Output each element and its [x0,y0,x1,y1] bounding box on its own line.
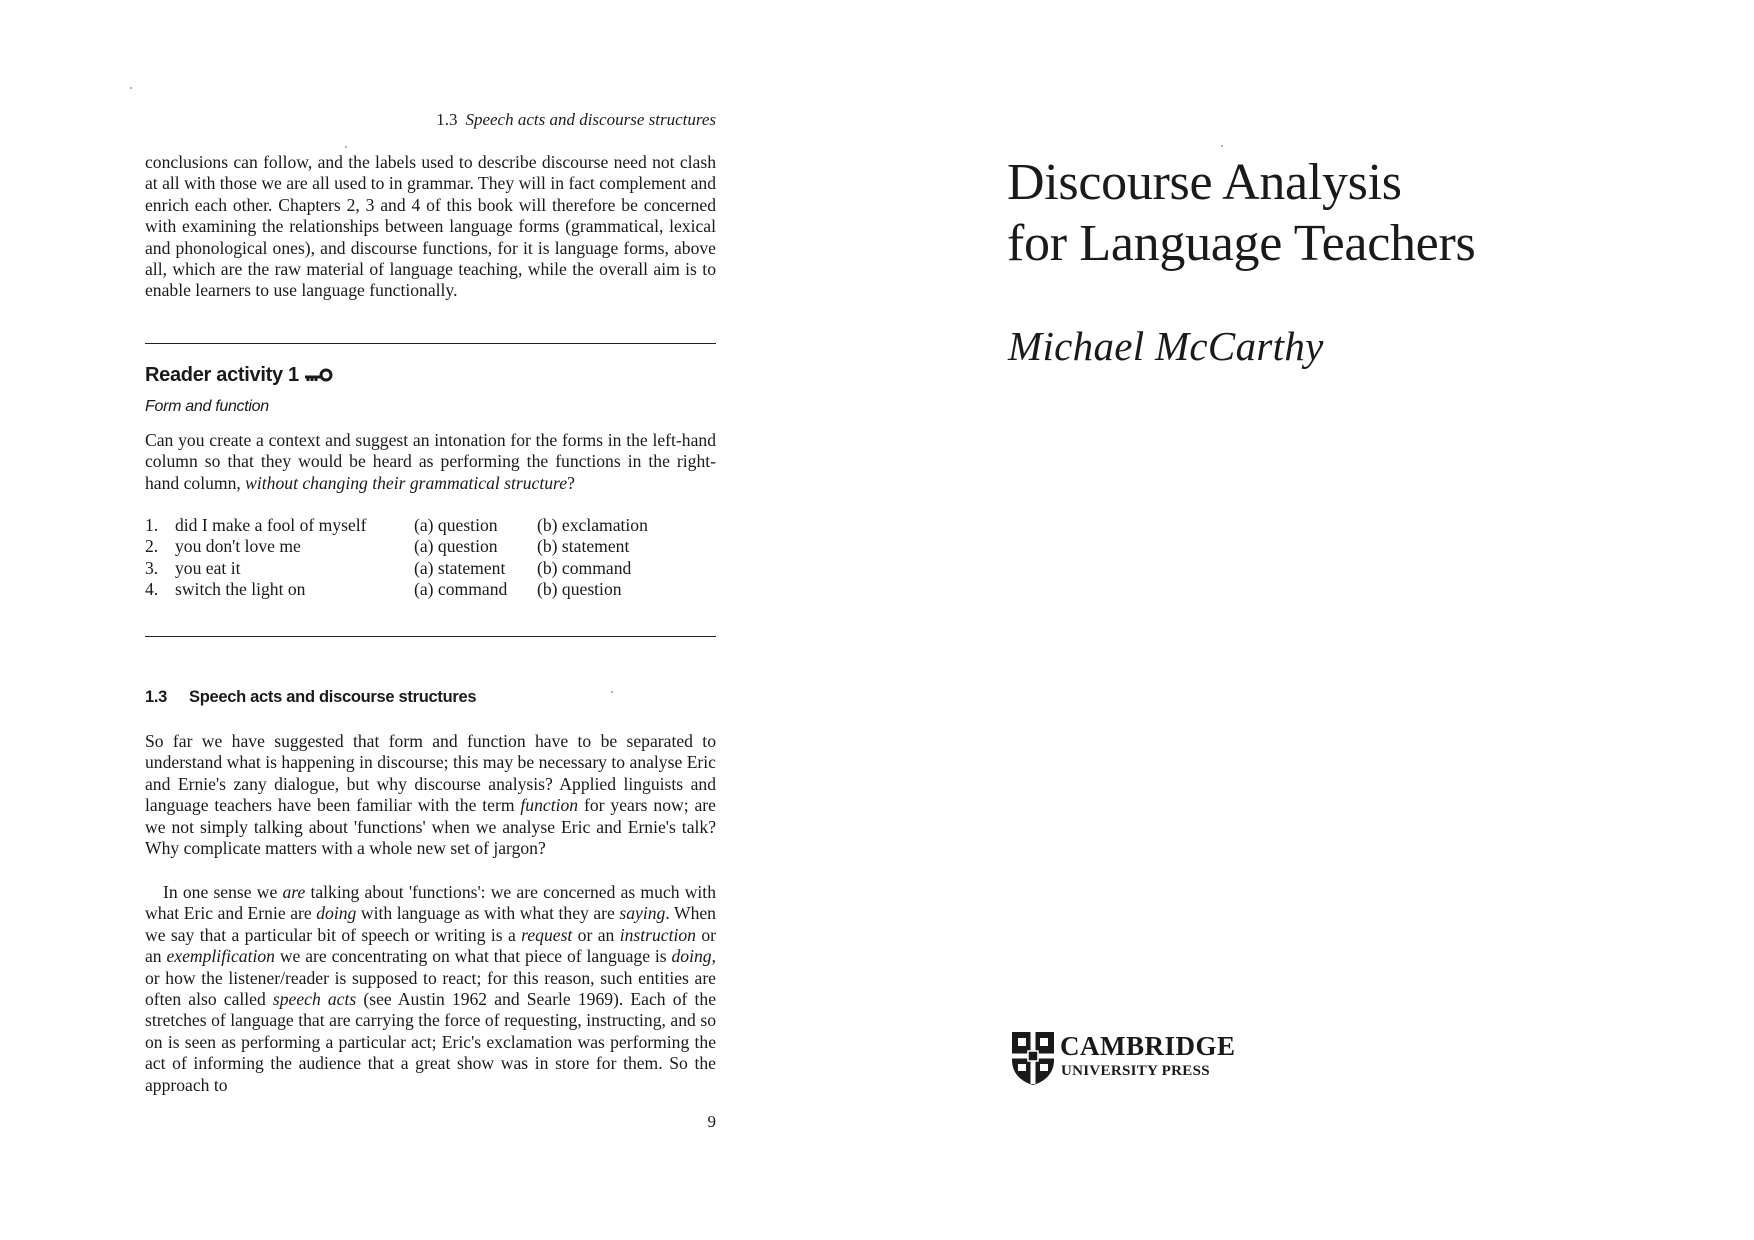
item-phrase: switch the light on [175,579,306,600]
paragraph-text: So far we have suggested that form and function have to be separated to understand what is happening in discourse; this may be necessary to analyse Eric and Ernie's zany dialogue, but why discourse analysis? Applied linguists and language teachers have been familiar with the term [145,731,716,816]
running-head-title: Speech acts and discourse structures [465,110,716,129]
item-option-b: (b) exclamation [537,515,648,535]
exercise-row [145,536,648,557]
paragraph-text: with language as with what they are [356,903,620,924]
paragraph-emphasis: instruction [619,924,696,945]
scan-speck [130,87,132,89]
paragraph-emphasis: doing [671,946,712,967]
item-phrase: did I make a fool of myself [175,515,367,535]
item-number: 2. [145,536,159,557]
section-heading [145,688,476,707]
exercise-row [145,515,648,536]
paragraph-text: we are concentrating on what that piece of language is [274,946,672,967]
item-option-a: (a) question [414,515,498,535]
paragraph-text: (see Austin 1962 and Searle 1969). Each of the stretches of language that are carrying the force of requesting, instructing, and so on is seen as performing a particular act; Eric's exclamation was performing the act of informing the audience that a great show was in store for them. So the approach to [145,989,716,1095]
prompt-text: Can you create a context and suggest an intonation for the forms in the left-hand column so that they would be heard as performing the functions in the right-hand column, [145,430,716,493]
title-line-1: Discourse Analysis [1007,154,1402,211]
item-phrase: you eat it [175,557,241,578]
crest-icon [1010,1030,1056,1086]
exercise-row [145,579,648,600]
prompt-end: ? [567,472,575,493]
item-option-a: (a) statement [414,557,506,578]
running-head-number: 1.3 [436,110,458,129]
body-paragraph-1 [145,731,716,859]
book-title [1007,152,1475,274]
paragraph-text: for years now; are we not simply talking about 'functions' when we analyse Eric and Ernie's talk? Why complicate matters with a whole new set of jargon? [145,795,716,859]
item-number: 4. [145,579,159,600]
scan-speck [345,146,347,148]
activity-top-rule [145,343,716,344]
item-phrase: you don't love me [175,536,301,557]
title-line-2: for Language Teachers [1007,215,1476,272]
scan-speck [1221,145,1223,147]
section-title: Speech acts and discourse structures [189,688,477,706]
paragraph-emphasis: are [282,882,306,902]
item-option-a: (a) question [414,536,498,557]
item-option-b: (b) command [537,557,632,578]
body-paragraph-2 [145,882,716,1096]
paragraph-emphasis: speech acts [272,989,357,1010]
paragraph-text: or an [572,924,620,945]
publisher-subtitle: UNIVERSITY PRESS [1061,1063,1210,1079]
paragraph-text: In one sense we [163,882,283,902]
exercise-table [145,515,648,601]
page-number: 9 [707,1112,716,1131]
paragraph-emphasis: saying [619,903,666,924]
scan-speck [611,691,613,693]
section-number: 1.3 [145,688,168,706]
paragraph-text: , or how the listener/reader is supposed to react; for this reason, such entities are often also called [145,946,716,1010]
paragraph-emphasis: request [521,924,573,945]
publisher-name: CAMBRIDGE [1060,1031,1236,1061]
paragraph-text: . When we say that a particular bit of speech or writing is a [145,903,716,945]
reader-activity-subtitle: Form and function [145,398,269,415]
key-icon [303,367,333,383]
prompt-emphasis: without changing their grammatical structure [245,472,568,493]
activity-bottom-rule [145,636,716,637]
item-option-b: (b) statement [537,536,630,557]
paragraph-text: talking about 'functions': we are concerned as much with what Eric and Ernie are [145,882,716,924]
paragraph-emphasis: doing [316,903,357,924]
item-option-a: (a) command [414,579,508,600]
reader-activity-title: Reader activity 1 [145,364,299,386]
item-number: 3. [145,557,159,578]
item-number: 1. [145,515,159,535]
exercise-row [145,558,648,579]
item-option-b: (b) question [537,579,622,600]
running-head [400,110,716,130]
paragraph-text: or an [145,924,716,967]
paragraph-emphasis: function [520,795,579,816]
reader-activity-heading [145,364,333,387]
intro-paragraph: conclusions can follow, and the labels used to describe discourse need not clash at all with those we are all used to in grammar. They will in fact complement and enrich each other. Chapters 2, 3 and 4 of this book will therefore be concerned with examining the relationships between language forms (grammatical, lexical and phonological ones), and discourse functions, for it is language forms, above all, which are the raw material of language teaching, while the overall aim is to enable learners to use language functionally. [145,152,716,301]
reader-activity-prompt [145,430,716,494]
paragraph-emphasis: exemplification [166,946,275,967]
right-page [877,0,1754,1240]
author-name: Michael McCarthy [1008,323,1324,369]
